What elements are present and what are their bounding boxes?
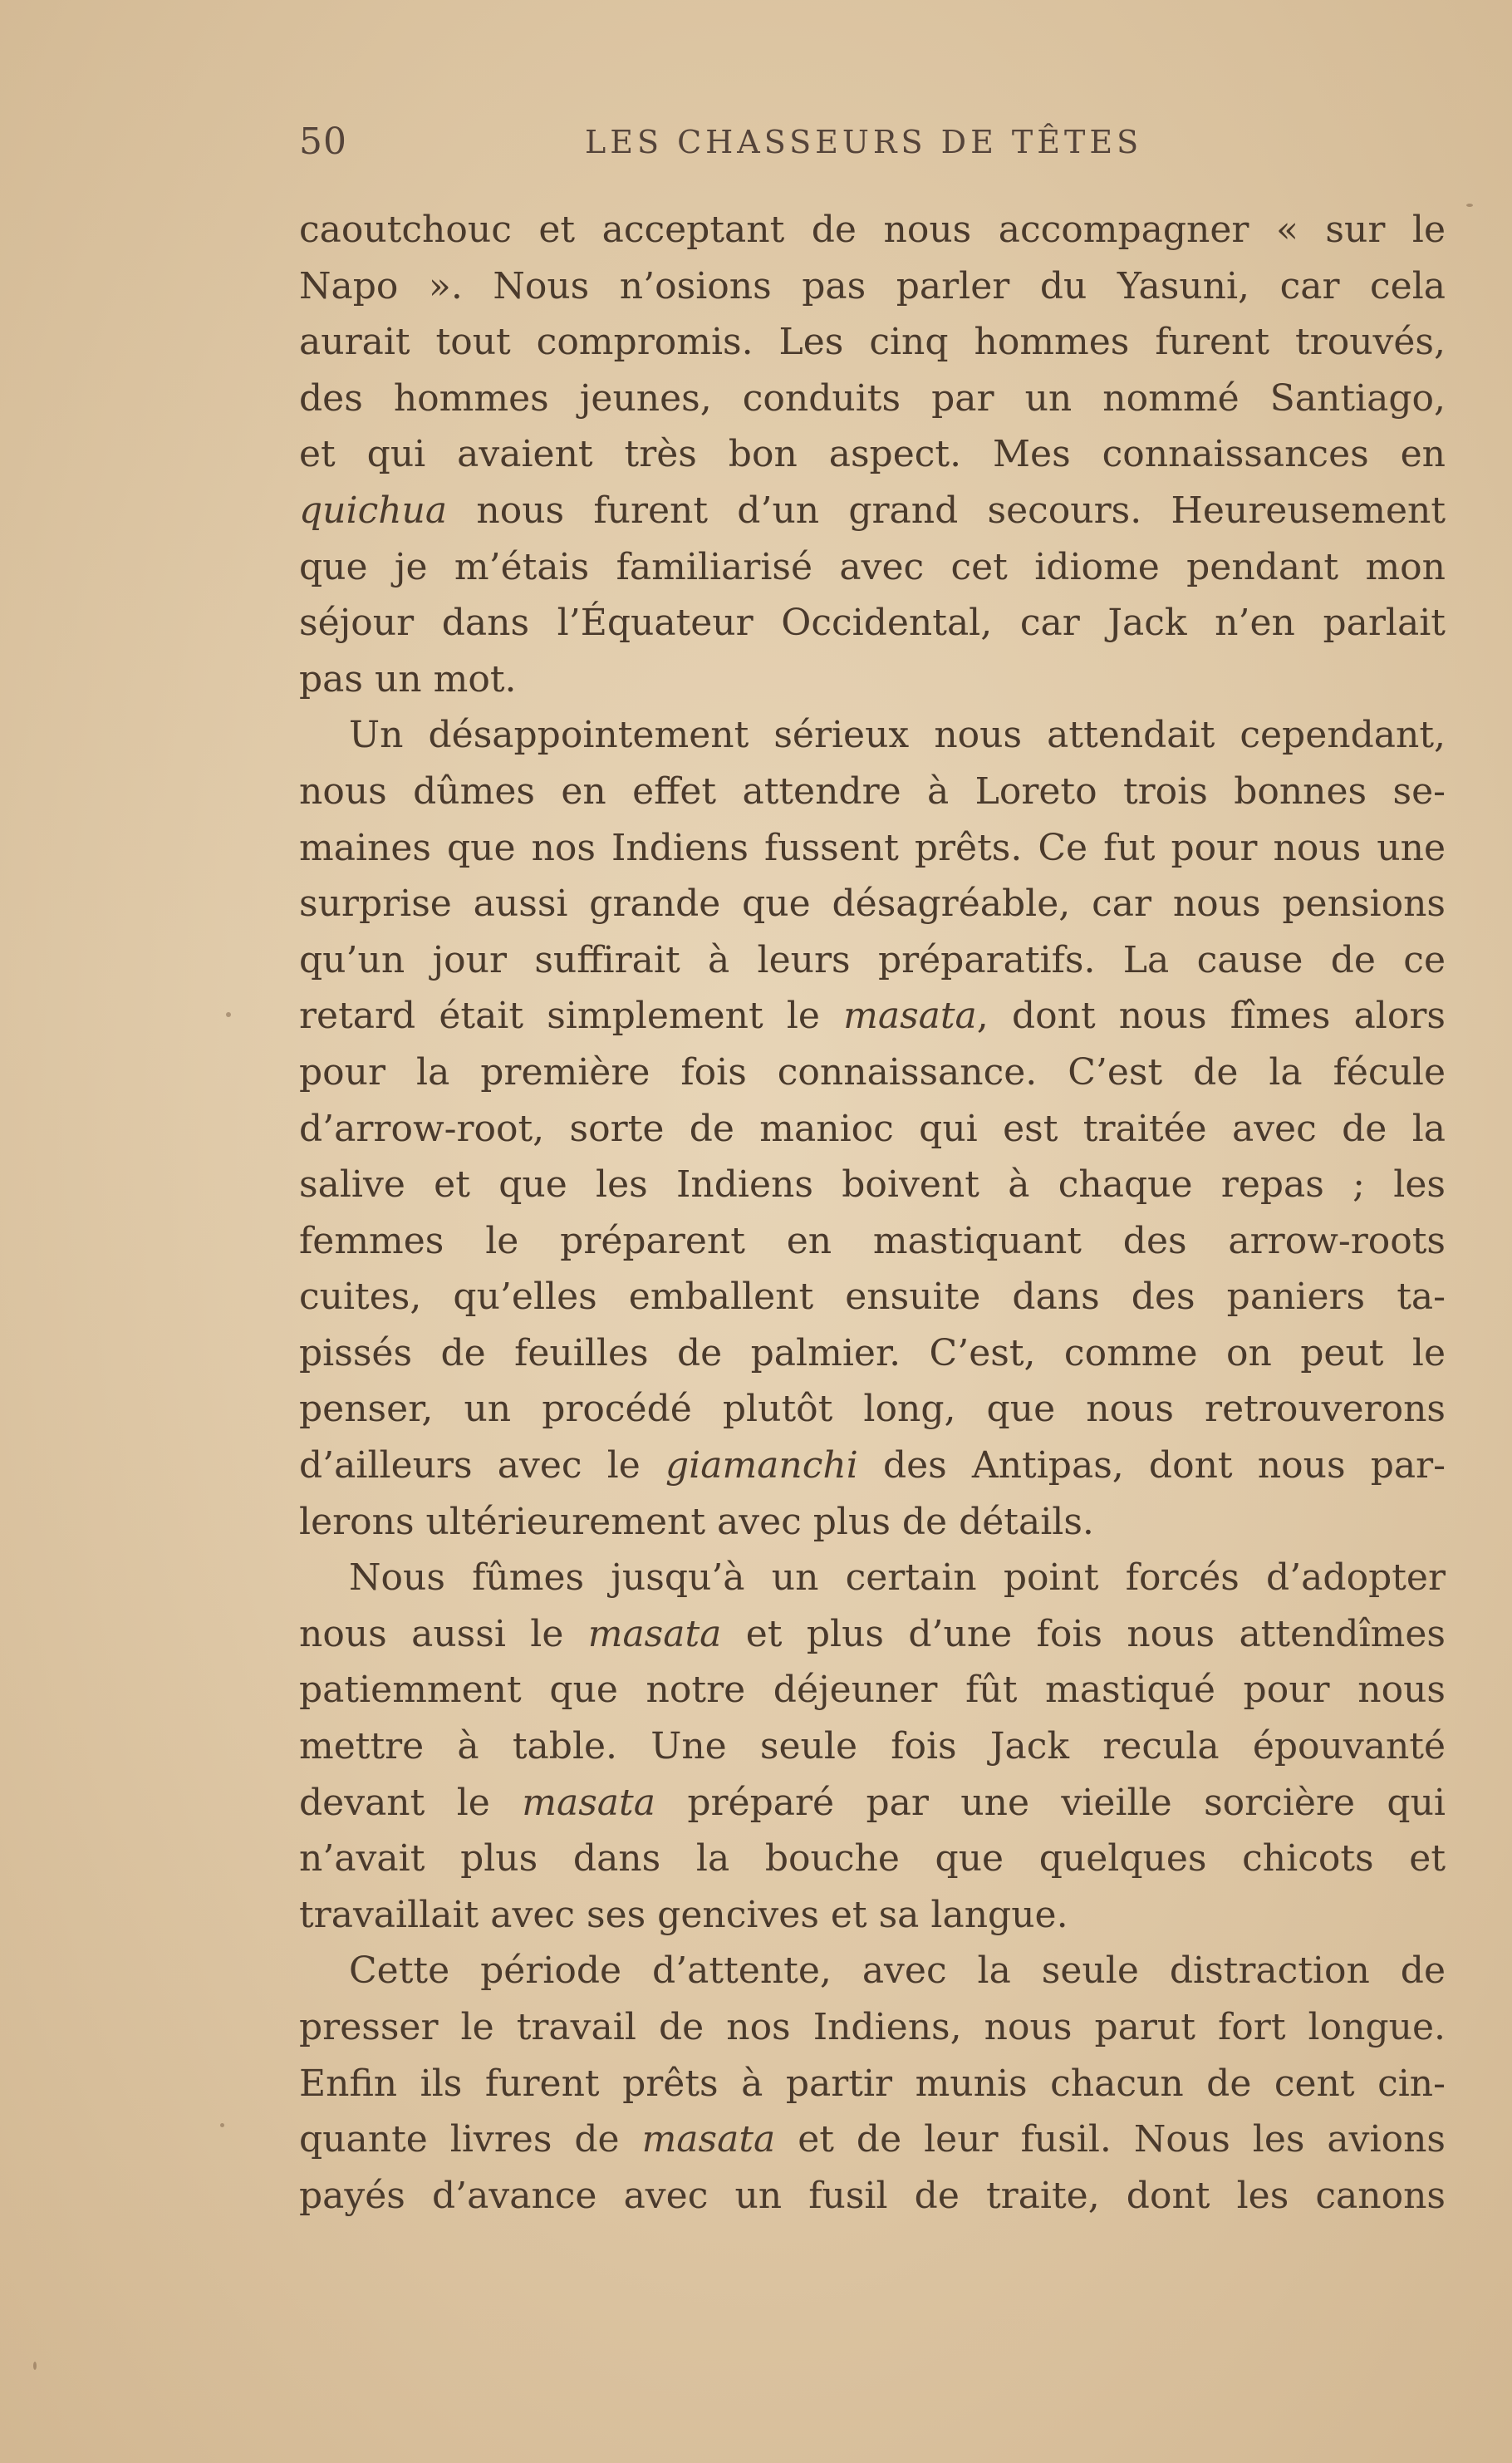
italic-term: giamanchi — [665, 1444, 858, 1487]
text-line: quichua nous furent d’un grand secours. Heureusement — [299, 489, 1446, 532]
page-number: 50 — [299, 120, 347, 163]
text-line: presser le travail de nos Indiens, nous parut fort longue. — [299, 2006, 1446, 2048]
text-line: devant le masata préparé par une vieille sorcière qui — [299, 1781, 1446, 1824]
text-line: retard était simplement le masata, dont nous fîmes alors — [299, 995, 1446, 1038]
text-line: travaillait avec ses gencives et sa langue. — [299, 1893, 1068, 1936]
text-line: femmes le préparent en mastiquant des arrow-roots — [299, 1219, 1446, 1262]
text-line: surprise aussi grande que désagréable, car nous pensions — [299, 882, 1446, 926]
paper-speck — [220, 2123, 224, 2127]
paragraph-start-line: Nous fûmes jusqu’à un certain point forcés d’adopter — [349, 1556, 1446, 1600]
text-line: et qui avaient très bon aspect. Mes connaissances en — [299, 433, 1446, 476]
text-line: nous aussi le masata et plus d’une fois nous attendîmes — [299, 1612, 1446, 1655]
text-line: séjour dans l’Équateur Occidental, car Jack n’en parlait — [299, 602, 1446, 645]
paper-speck — [226, 1012, 231, 1017]
text-line: aurait tout compromis. Les cinq hommes furent trouvés, — [299, 321, 1446, 364]
italic-term: quichua — [299, 489, 448, 532]
text-line: Enfin ils furent prêts à partir munis chacun de cent cin- — [299, 2062, 1446, 2105]
paper-speck — [33, 2362, 37, 2370]
text-line: lerons ultérieurement avec plus de détails. — [299, 1500, 1094, 1543]
text-line: salive et que les Indiens boivent à chaque repas ; les — [299, 1163, 1446, 1207]
italic-term: masata — [587, 1612, 722, 1655]
italic-term: masata — [522, 1781, 655, 1824]
text-line: cuites, qu’elles emballent ensuite dans des paniers ta- — [299, 1276, 1446, 1319]
paragraph-start-line: Un désappointement sérieux nous attendait cependant, — [349, 714, 1446, 757]
body-text — [299, 202, 1446, 2224]
text-line: penser, un procédé plutôt long, que nous retrouverons — [299, 1388, 1446, 1431]
text-line: maines que nos Indiens fussent prêts. Ce fut pour nous une — [299, 826, 1446, 869]
text-line: qu’un jour suffirait à leurs préparatifs. La cause de ce — [299, 938, 1446, 981]
paragraph-start-line: Cette période d’attente, avec la seule distraction de — [349, 1949, 1446, 1993]
text-line: pas un mot. — [299, 657, 517, 701]
italic-term: masata — [843, 995, 977, 1038]
text-line: pour la première fois connaissance. C’est de la fécule — [299, 1050, 1446, 1094]
text-line: caoutchouc et acceptant de nous accompagner « sur le — [299, 209, 1446, 251]
text-line: que je m’étais familiarisé avec cet idiome pendant mon — [299, 545, 1446, 588]
text-line: des hommes jeunes, conduits par un nommé Santiago, — [299, 376, 1446, 420]
running-title: LES CHASSEURS DE TÊTES — [585, 124, 1143, 160]
text-line: quante livres de masata et de leur fusil. Nous les avions — [299, 2118, 1446, 2161]
italic-term: masata — [641, 2118, 776, 2161]
text-line: d’arrow-root, sorte de manioc qui est traitée avec de la — [299, 1107, 1446, 1150]
text-line: nous dûmes en effet attendre à Loreto trois bonnes se- — [299, 769, 1446, 813]
text-line: pissés de feuilles de palmier. C’est, comme on peut le — [299, 1331, 1446, 1374]
text-line: patiemment que notre déjeuner fût mastiqué pour nous — [299, 1669, 1446, 1712]
paper-speck — [1466, 204, 1473, 207]
running-head — [299, 120, 1446, 170]
text-line: Napo ». Nous n’osions pas parler du Yasuni, car cela — [299, 264, 1446, 307]
text-line: mettre à table. Une seule fois Jack recula épouvanté — [299, 1725, 1446, 1768]
text-line: d’ailleurs avec le giamanchi des Antipas, dont nous par- — [299, 1444, 1446, 1487]
text-line: n’avait plus dans la bouche que quelques chicots et — [299, 1837, 1446, 1880]
text-line: payés d’avance avec un fusil de traite, dont les canons — [299, 2174, 1446, 2217]
